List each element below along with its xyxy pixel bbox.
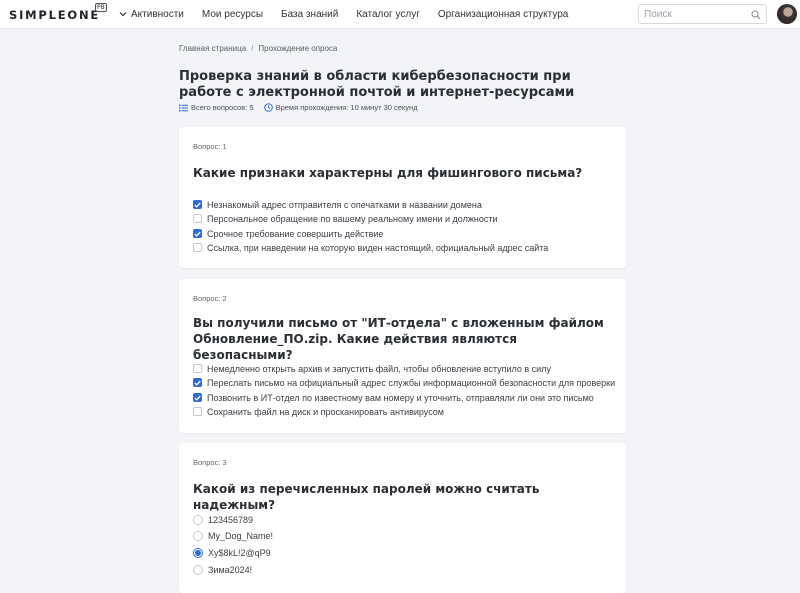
- question-text: Какой из перечисленных паролей можно считать надежным?: [193, 482, 540, 512]
- nav-item-service-catalog[interactable]: [356, 9, 420, 20]
- question-card-3: [179, 443, 626, 593]
- option-label: Срочное требование совершить действие: [207, 228, 384, 239]
- nav-item-activities[interactable]: [119, 9, 184, 20]
- search-input[interactable]: [644, 8, 744, 21]
- checkbox-checked[interactable]: [193, 378, 202, 387]
- search-icon[interactable]: [751, 9, 761, 19]
- main-nav: [119, 0, 586, 29]
- completion-time: Время прохождения: 10 минут 30 секунд: [275, 103, 418, 112]
- logo-badge: PB: [97, 4, 105, 11]
- option-label: Позвонить в ИТ-отдел по известному вам номеру и уточнить, отправляли ли они это письмо: [207, 392, 594, 403]
- breadcrumb-home[interactable]: Главная страница: [179, 44, 247, 53]
- breadcrumb-current: Прохождение опроса: [258, 44, 338, 53]
- checkbox-checked[interactable]: [193, 229, 202, 238]
- nav-item-label: Активности: [131, 9, 184, 20]
- option-label: 123456789: [208, 514, 254, 525]
- option-label: Ссылка, при наведении на которую виден настоящий, официальный адрес сайта: [207, 242, 549, 253]
- nav-item-org-structure[interactable]: [438, 9, 568, 20]
- radio-option[interactable]: [193, 513, 253, 526]
- avatar[interactable]: [777, 4, 797, 24]
- checkbox-unchecked[interactable]: [193, 407, 202, 416]
- checkbox-unchecked[interactable]: [193, 243, 202, 252]
- nav-item-label: Каталог услуг: [356, 9, 420, 20]
- nav-item-label: Организационная структура: [437, 9, 569, 20]
- option-label: Xy$8kL!2@qP9: [208, 547, 271, 558]
- radio-unselected[interactable]: [193, 515, 203, 525]
- option-label: Немедленно открыть архив и запустить файл, чтобы обновление вступило в силу: [207, 363, 551, 374]
- top-bar: [0, 0, 800, 29]
- nav-item-my-resources[interactable]: [202, 9, 263, 20]
- logo[interactable]: SIMPLEONE: [9, 8, 101, 22]
- checkbox-checked[interactable]: [193, 200, 202, 209]
- question-number: Вопрос: 1: [193, 142, 227, 151]
- checkbox-unchecked[interactable]: [193, 364, 202, 373]
- nav-item-label: База знаний: [281, 9, 339, 20]
- option-label: Незнакомый адрес отправителя с опечатками в названии домена: [207, 199, 482, 210]
- checkbox-option[interactable]: [193, 405, 444, 418]
- radio-unselected[interactable]: [193, 531, 203, 541]
- option-label: Зима2024!: [208, 564, 253, 575]
- search-box[interactable]: [638, 4, 767, 24]
- option-label: Переслать письмо на официальный адрес службы информационной безопасности для проверки: [207, 377, 616, 388]
- radio-option[interactable]: [193, 529, 273, 542]
- question-number: Вопрос: 2: [193, 294, 227, 303]
- checkbox-unchecked[interactable]: [193, 214, 202, 223]
- checkbox-option[interactable]: [193, 376, 615, 389]
- question-card-1: [179, 127, 626, 268]
- question-text: Вы получили письмо от "ИТ-отдела" с вложенным файлом Обновление_ПО.zip. Какие действия являются безопасными?: [193, 316, 604, 362]
- nav-item-label: Мои ресурсы: [201, 9, 264, 20]
- checkbox-option[interactable]: [193, 212, 497, 225]
- option-label: Сохранить файл на диск и просканировать антивирусом: [207, 406, 444, 417]
- clock-icon: [264, 103, 273, 112]
- radio-option[interactable]: [193, 563, 252, 576]
- radio-selected[interactable]: [193, 548, 203, 558]
- breadcrumb: [179, 44, 337, 53]
- survey-meta: [179, 103, 418, 112]
- checkbox-option[interactable]: [193, 241, 548, 254]
- question-card-2: [179, 279, 626, 433]
- checkbox-option[interactable]: [193, 227, 383, 240]
- radio-unselected[interactable]: [193, 565, 203, 575]
- question-text: Какие признаки характерны для фишингового письма?: [193, 166, 583, 180]
- nav-item-knowledge-base[interactable]: [281, 9, 338, 20]
- checkbox-option[interactable]: [193, 198, 482, 211]
- question-number: Вопрос: 3: [193, 458, 227, 467]
- total-questions: Всего вопросов: 5: [191, 103, 254, 112]
- list-icon: [179, 104, 188, 112]
- option-label: Персональное обращение по вашему реальному имени и должности: [207, 213, 498, 224]
- chevron-down-icon: [119, 10, 127, 19]
- checkbox-option[interactable]: [193, 362, 551, 375]
- option-label: My_Dog_Name!: [208, 530, 274, 541]
- page-title: Проверка знаний в области кибербезопасности при работе с электронной почтой и интернет-ресурсами: [179, 69, 575, 100]
- checkbox-checked[interactable]: [193, 393, 202, 402]
- radio-option[interactable]: [193, 546, 271, 559]
- checkbox-option[interactable]: [193, 391, 594, 404]
- breadcrumb-separator: /: [251, 44, 254, 53]
